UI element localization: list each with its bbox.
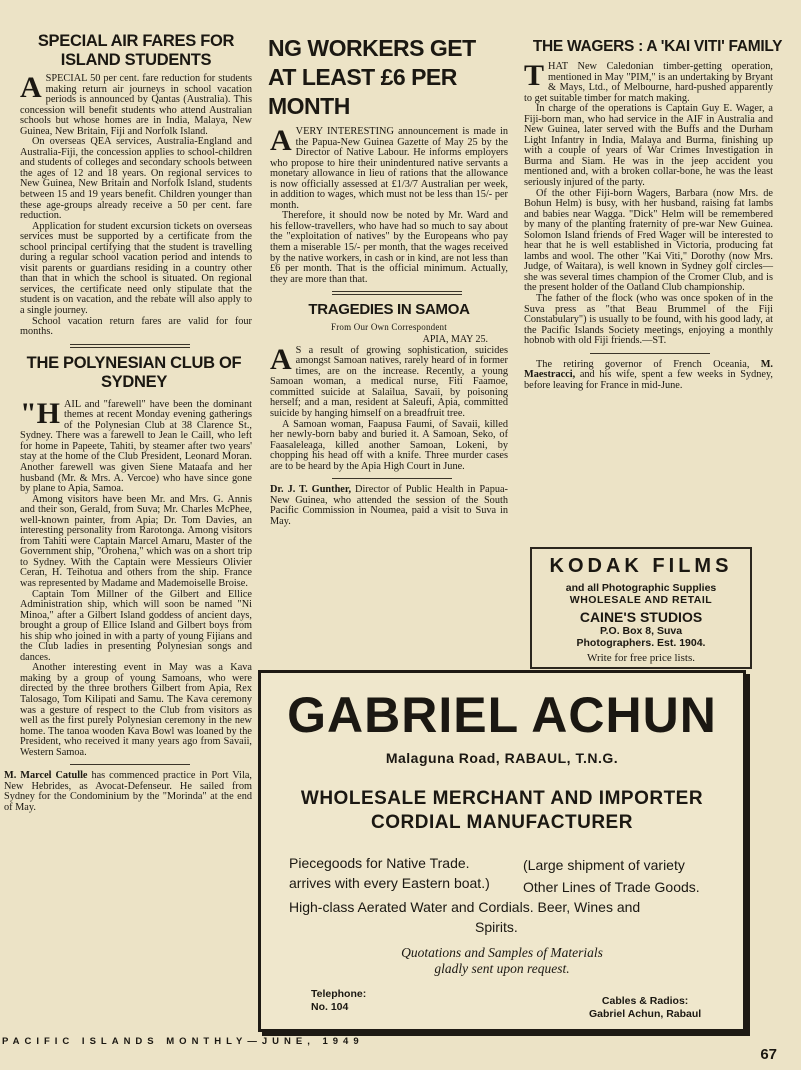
paragraph: SPECIAL 50 per cent. fare reduction for students making return air journeys in school vacation periods is announced by Qantas (Australia). This concession will benefit students who attend Australian schools but whose homes are in India, Malaya, New Guinea, New Britain, Fiji and Norfolk Island. <box>20 73 252 137</box>
ad-telephone-number: No. 104 <box>311 1001 349 1013</box>
paragraph: has commenced practice in Port Vila, New Hebrides, as Avocat-Defenseur. He sailed from Sydney for the Condominium by the "Morinda" at the end of May. <box>4 770 252 813</box>
paragraph: S a result of growing sophistication, suicides amongst Samoan natives, rarely heard of in former times, are on the increase. Recently, a young Samoan woman, a medical nurse, Fiti Faamoe, committed suicide at Salailua, Savaii, by poisoning herself; and a man, resident at Saleufi, Apia, committed suicide by hanging himself on a breadfruit tree. <box>270 344 508 420</box>
lead-name: M. Marcel Catulle <box>4 770 88 782</box>
paragraph: In charge of the operations is Captain Guy E. Wager, a Fiji-born man, who had service in the AIF in Australia and New Guinea, later served with the Buffs and the Durham Light Infantry in India, Malaya and Burma, finishing up with a couple of years of War Crimes Investigation in Burma and Siam. He was in the jeep accident you mentioned and, with a broken collar-bone, he was the least seriously injured of the party. <box>524 103 773 189</box>
kodak-established: Photographers. Est. 1904. <box>576 637 706 649</box>
paragraph: Among visitors have been Mr. and Mrs. G. Annis and their son, Gerald, from Suva; Mr. Charles McPhee, well-known painter, from Apia; Dr. Tom Davies, an interesting personality from Rarotonga. Among visitors from Tahiti were Captain Marcel Amaru, Master of the Government ship, "Orohena," which was on a short trip to Sydney. With the Captain were Messieurs Olivier Ceran, H. Teihotua and others from the ship. France was represented by Madame and Mademoiselle Broise. <box>20 493 252 589</box>
ad-telephone <box>311 988 366 1014</box>
article-wagers <box>524 59 773 347</box>
headline-polynesian-club: THE POLYNESIAN CLUB OF SYDNEY <box>26 353 242 391</box>
divider <box>70 344 190 348</box>
article-tragedies-samoa <box>270 335 508 472</box>
kodak-subtitle: and all Photographic Supplies <box>565 582 717 594</box>
paragraph: HAT New Caledonian timber-getting operation, mentioned in May "PIM," is an undertaking by Bryant & Mays, Ltd., of Melbourne, hard-pushed apparently to get suitable timber for match making. <box>524 61 773 104</box>
headline-ng-workers: NG WORKERS GET AT LEAST £6 PER MONTH <box>268 35 476 119</box>
dropcap: "H <box>20 396 60 430</box>
lead-name: M. Maestracci, <box>524 358 773 381</box>
paragraph: The father of the flock (who was once spoken of in the Suva press as "that Beau Brummel of the Fiji Constabulary") is usually to be found, with his good lady, at the Pacific Islands Society meetings, enjoying a monthly hobnob with old Fiji friends.—ST. <box>524 293 773 347</box>
ad-aerated-water: High-class Aerated Water and Cordials. Beer, Wines and <box>289 899 641 915</box>
kodak-title: KODAK FILMS <box>549 555 733 577</box>
footer-publication: PACIFIC ISLANDS MONTHLY—JUNE, 1949 <box>2 1036 364 1047</box>
paragraph: The retiring governor of French Oceania, <box>536 358 761 370</box>
paragraph: Of the other Fiji-born Wagers, Barbara (now Mrs. de Bohun Helm) is busy, with her husband, raising fat lambs and babies near Wagga. "Dick" Helm will be remembered by many of the planting fraternity of pre-war New Guinea. Solomon Island friends of Fred Wager will be interested to hear that he is well established in Victoria, producing fat lambs and wool. The other "Kai Viti," Dorothy (now Mrs. Judge, of Waitara), is well known in Sydney golf circles—she was several times champion of the Cromer Club, and is the present holder of the Oatland Club championship. <box>524 187 773 294</box>
ad-quote-line1: Quotations and Samples of Materials <box>401 945 603 960</box>
kodak-price-lists: Write for free price lists. <box>587 652 695 664</box>
paragraph: On overseas QEA services, Australia-England and Australia-Fiji, the concession applies to school-children and students of colleges and secondary schools between the ages of 12 and 18 years. On regional services to New Guinea, New Britain and Norfolk Island, students between 15 and 19 years benefit. Children younger than these age-groups already receive a 50 per cent. fare reduction. <box>20 136 252 222</box>
ad-cables <box>589 995 701 1021</box>
headline-wagers: THE WAGERS : A 'KAI VITI' FAMILY <box>532 38 783 55</box>
kodak-address: P.O. Box 8, Suva <box>599 625 683 637</box>
ad-cables-label: Cables & Radios: <box>601 995 689 1007</box>
paragraph: School vacation return fares are valid for four months. <box>20 315 252 338</box>
paragraph: Application for student excursion tickets on overseas services must be supported by a certificate from the school principal certifying that the student is travelling during a regular school vacation period and intends to visit parents or guardians residing in a country other than that in which the school is situated. On regional services, the certificate need only stipulate that the student is on vacation, and the rebate will also apply to a single journey. <box>20 220 252 317</box>
ad-company-name: GABRIEL ACHUN <box>287 687 717 743</box>
byline: From Our Own Correspondent <box>331 322 447 333</box>
page-footer <box>0 1030 801 1070</box>
article-gunther <box>270 485 508 527</box>
dropcap: A <box>270 342 292 376</box>
page-number: 67 <box>760 1046 777 1063</box>
ad-wholesale-line: WHOLESALE MERCHANT AND IMPORTER <box>300 788 704 809</box>
dropcap: A <box>270 124 292 157</box>
dropcap: T <box>524 59 545 92</box>
headline-tragedies-samoa: TRAGEDIES IN SAMOA <box>308 301 470 319</box>
divider <box>332 478 452 479</box>
column-left <box>0 0 258 813</box>
ad-quotations <box>261 945 743 977</box>
kodak-wholesale: WHOLESALE AND RETAIL <box>569 594 713 606</box>
column-right <box>520 0 801 391</box>
paragraph: VERY INTERESTING announcement is made in the Papua-New Guinea Gazette of May 25 by the Director of Native Labour. He informs employers who propose to hire their unindentured native servants a monetary allowance in lieu of rations that the allowance is now officially assessed at £1/3/7 Australian per week, in addition to wages, which must not be less than 15/- per month. <box>270 126 508 211</box>
paragraph: AIL and "farewell" have been the dominant themes at recent Monday evening gatherings of the Polynesian Club at 38 Clarence St., Sydney. There was a farewell to Jean le Caill, who left for home in Papeete, Tahiti, by steamer after two years' stay at the home of the Club President, Leonard Moran. Another farewell was given Siene Mataafa and her husband (Mr. & Mrs. A. Vercoe) who have since gone by plane to Apia, Samoa. <box>20 398 252 495</box>
headline-air-fares: SPECIAL AIR FARES FOR ISLAND STUDENTS <box>37 32 235 69</box>
divider <box>590 353 710 354</box>
lead-name: Dr. J. T. Gunther, <box>270 484 352 496</box>
paragraph: Captain Tom Millner of the Gilbert and Ellice Administration ship, which will soon be named "Ni Minoa," after a Gilbert Island goddess of ancient days, brought a group of Ellice Island and Gilbert boys from his ship who joined in with a party of young Fijians and the Club ladies in presenting Polynesian songs and dances. <box>20 588 252 663</box>
divider <box>70 764 190 765</box>
article-ng-workers <box>270 124 508 285</box>
ad-cordial-line: CORDIAL MANUFACTURER <box>371 812 633 833</box>
kodak-advertisement <box>530 547 752 669</box>
divider <box>332 291 462 295</box>
paragraph: Director of Public Health in Papua-New Guinea, who attended the session of the South Pacific Commission in Noumea, paid a visit to Suva in May. <box>270 484 508 527</box>
ad-address: Malaguna Road, RABAUL, T.N.G. <box>385 750 619 766</box>
paragraph: and his wife, spent a few weeks in Sydney, before leaving for France in mid-June. <box>524 369 773 391</box>
dropcap: A <box>20 71 42 104</box>
paragraph: Another interesting event in May was a Kava making by a group of young Samoans, who were directed by the three brothers Gilbert from Apia, Rex Talosago, Tom Kilipati and Samu. The Kava ceremony was a gesture of respect to the Club from visitors as well as the first purely Polynesian ceremony in the new home. The tanoa wooden Kava Bowl was loaned by the President, who received it many years ago from Savaii, Western Samoa. <box>20 662 252 758</box>
paragraph: A Samoan woman, Faapusa Faumi, of Savaii, killed her newly-born baby and buried it. A Samoan, Seko, of Faasaleleaga, killed another Samoan, Lokeni, by chopping his head off with a knife. Three murder cases are to be heard by the Apia High Court in June. <box>270 418 508 472</box>
gabriel-achun-advertisement <box>258 670 746 1032</box>
ad-large-shipment: (Large shipment of variety <box>523 857 685 873</box>
ad-cables-address: Gabriel Achun, Rabaul <box>589 1008 702 1020</box>
article-air-fares <box>20 71 252 338</box>
ad-piecegoods: Piecegoods for Native Trade. <box>289 855 470 871</box>
dateline: APIA, MAY 25. <box>422 334 488 346</box>
ad-spirits: Spirits. <box>475 919 518 935</box>
article-polynesian-club <box>20 396 252 759</box>
article-maestracci <box>524 360 773 392</box>
kodak-studio-name: CAINE'S STUDIOS <box>579 609 703 625</box>
ad-telephone-label: Telephone: <box>311 988 367 1000</box>
paragraph: Therefore, it should now be noted by Mr. Ward and his fellow-travellers, who have had so much to say about the "exploitation of natives" by the Europeans who pay them a miserable 15/- per month, that the wages received by the native workers, in cash or in kind, are not less than £6 per month. That is the official minimum. Actually, they are more than that. <box>270 210 508 285</box>
ad-other-lines: Other Lines of Trade Goods. <box>523 879 700 895</box>
ad-quote-line2: gladly sent upon request. <box>434 961 570 976</box>
ad-arrives: arrives with every Eastern boat.) <box>289 875 490 891</box>
article-catulle <box>4 771 252 813</box>
column-middle <box>262 0 516 528</box>
